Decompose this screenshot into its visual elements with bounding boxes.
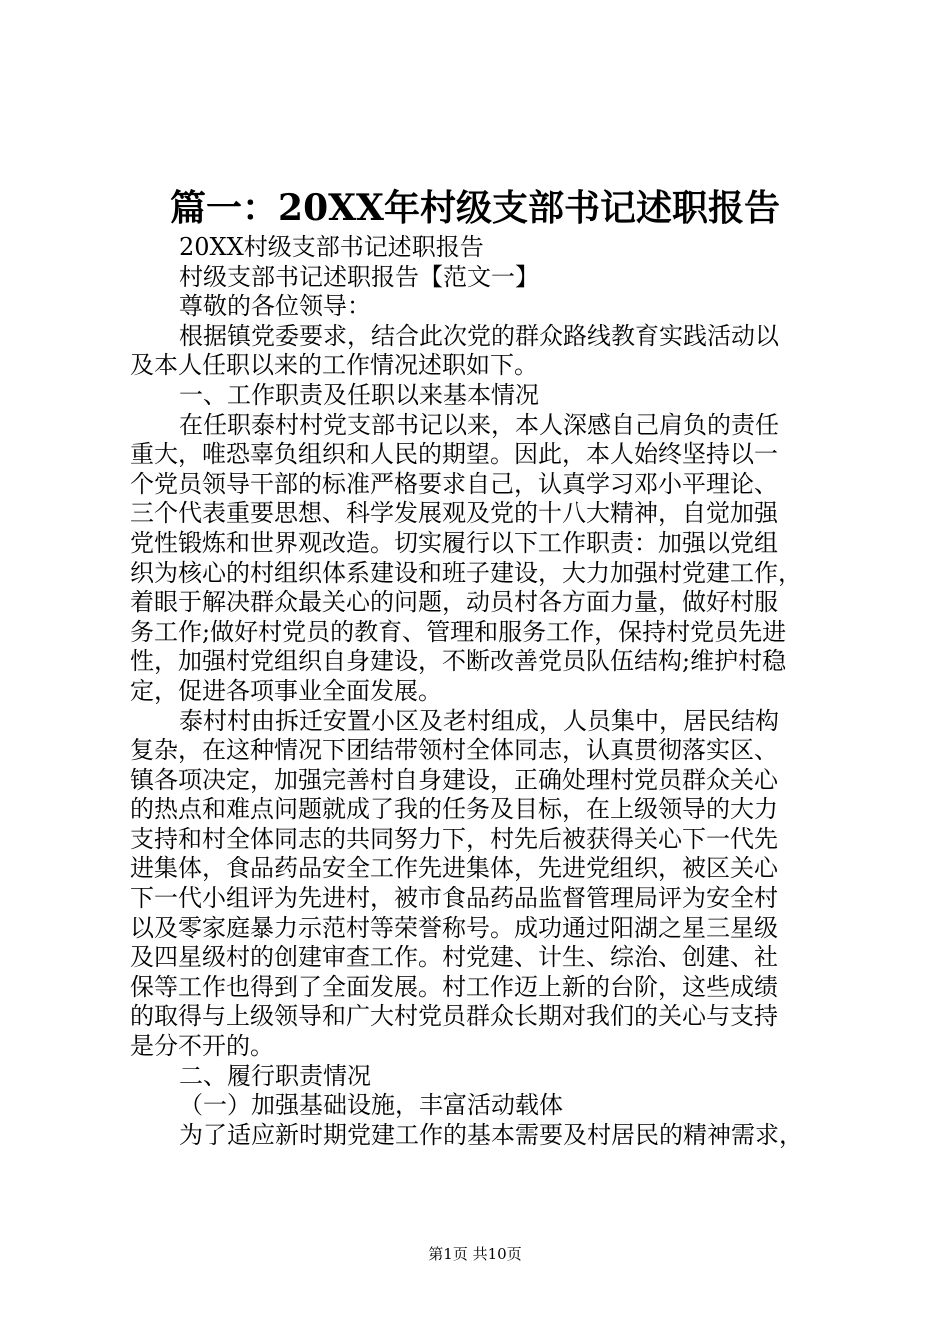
body-line: 以及零家庭暴力示范村等荣誉称号。成功通过阳湖之星三星级 bbox=[130, 913, 778, 942]
body-line: 在任职泰村村党支部书记以来，本人深感自己肩负的责任 bbox=[179, 410, 779, 439]
body-line: 尊敬的各位领导： bbox=[179, 292, 371, 321]
body-line: 定，促进各项事业全面发展。 bbox=[130, 676, 442, 705]
body-line: 镇各项决定，加强完善村自身建设，正确处理村党员群众关心 bbox=[130, 765, 778, 794]
page-number-footer: 第1页 共10页 bbox=[428, 1245, 522, 1263]
body-line: 20XX村级支部书记述职报告 bbox=[179, 233, 484, 261]
body-line: 根据镇党委要求，结合此次党的群众路线教育实践活动以 bbox=[179, 321, 779, 350]
document-body bbox=[130, 233, 835, 1150]
body-line: 二、履行职责情况 bbox=[179, 1061, 371, 1090]
body-line: 泰村村由拆迁安置小区及老村组成，人员集中，居民结构 bbox=[179, 706, 779, 735]
body-line: 党性锻炼和世界观改造。切实履行以下工作职责：加强以党组 bbox=[130, 528, 778, 557]
body-line: 织为核心的村组织体系建设和班子建设，大力加强村党建工作， bbox=[130, 558, 802, 587]
body-line: 个党员领导干部的标准严格要求自己，认真学习邓小平理论、 bbox=[130, 469, 778, 498]
body-line: 复杂，在这种情况下团结带领村全体同志，认真贯彻落实区、 bbox=[130, 736, 778, 765]
body-line: 的取得与上级领导和广大村党员群众长期对我们的关心与支持 bbox=[130, 1002, 778, 1031]
body-line: 一、工作职责及任职以来基本情况 bbox=[179, 380, 539, 409]
body-line: 保等工作也得到了全面发展。村工作迈上新的台阶，这些成绩 bbox=[130, 972, 778, 1001]
body-line: 是分不开的。 bbox=[130, 1032, 274, 1061]
body-line: 及本人任职以来的工作情况述职如下。 bbox=[130, 351, 538, 380]
body-line: （一）加强基础设施，丰富活动载体 bbox=[179, 1091, 563, 1120]
body-line: 村级支部书记述职报告【范文一】 bbox=[179, 262, 539, 291]
body-line: 及四星级村的创建审查工作。村党建、计生、综治、创建、社 bbox=[130, 943, 778, 972]
document-title: 篇一：20XX年村级支部书记述职报告 bbox=[170, 187, 780, 229]
body-line: 进集体，食品药品安全工作先进集体，先进党组织，被区关心 bbox=[130, 854, 778, 883]
body-line: 重大，唯恐辜负组织和人民的期望。因此，本人始终坚持以一 bbox=[130, 440, 778, 469]
body-line: 三个代表重要思想、科学发展观及党的十八大精神，自觉加强 bbox=[130, 499, 778, 528]
body-line: 下一代小组评为先进村，被市食品药品监督管理局评为安全村 bbox=[130, 884, 778, 913]
body-line: 支持和村全体同志的共同努力下，村先后被获得关心下一代先 bbox=[130, 824, 778, 853]
body-line: 务工作;做好村党员的教育、管理和服务工作，保持村党员先进 bbox=[130, 617, 787, 646]
body-line: 的热点和难点问题就成了我的任务及目标，在上级领导的大力 bbox=[130, 795, 778, 824]
body-line: 为了适应新时期党建工作的基本需要及村居民的精神需求， bbox=[179, 1120, 803, 1149]
body-line: 性，加强村党组织自身建设，不断改善党员队伍结构;维护村稳 bbox=[130, 647, 787, 676]
body-line: 着眼于解决群众最关心的问题，动员村各方面力量，做好村服 bbox=[130, 588, 778, 617]
